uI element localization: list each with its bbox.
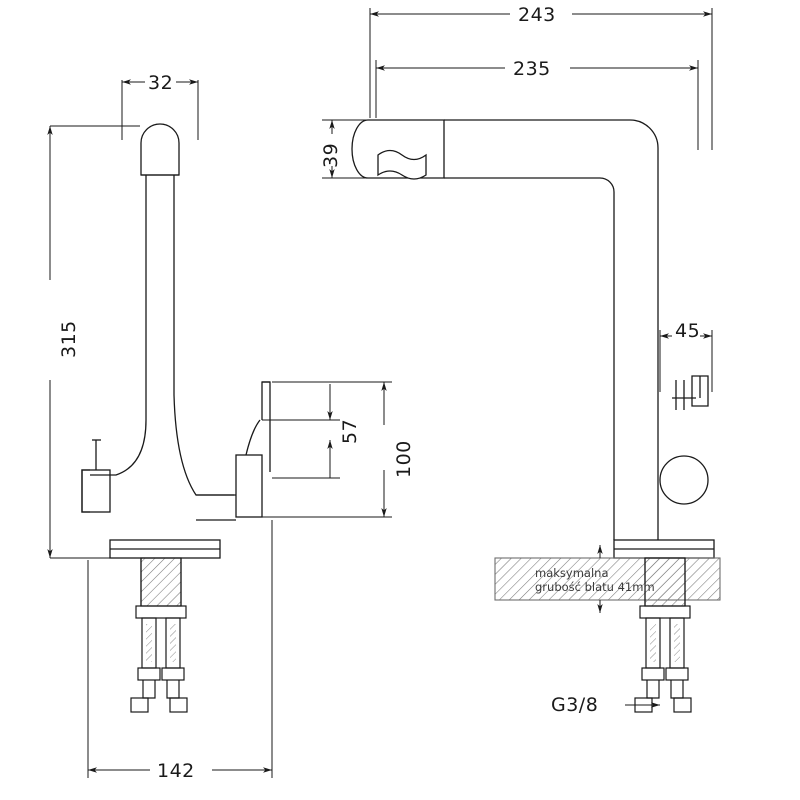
side-view-connectors <box>635 618 691 712</box>
dimension-45: 45 <box>675 320 701 342</box>
worktop-note-line2: grubość blatu 41mm <box>535 580 655 595</box>
dimension-32: 32 <box>148 72 174 94</box>
thread-size-label: G3/8 <box>551 694 599 716</box>
dimension-39: 39 <box>320 142 342 168</box>
dimension-235: 235 <box>513 58 551 80</box>
dimension-142: 142 <box>157 760 195 782</box>
dimension-315: 315 <box>58 320 80 358</box>
dimension-57: 57 <box>339 418 361 444</box>
front-view-shank <box>136 558 186 618</box>
front-view-connectors <box>131 618 187 712</box>
worktop-note-line1: maksymalna <box>535 566 609 580</box>
worktop-thickness-note <box>535 566 655 595</box>
dimension-lines <box>50 8 712 778</box>
front-view-geometry <box>82 124 270 558</box>
dimension-100: 100 <box>393 440 415 478</box>
dimension-243: 243 <box>518 4 556 26</box>
